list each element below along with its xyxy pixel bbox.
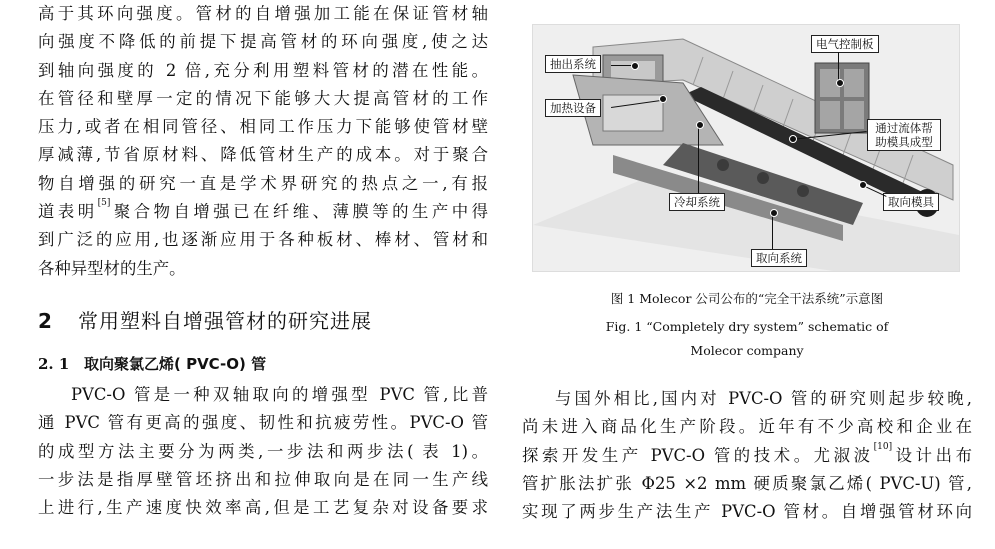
marker-dot	[631, 62, 639, 70]
marker-dot	[789, 135, 797, 143]
marker-dot	[859, 181, 867, 189]
subsection-heading	[38, 353, 266, 374]
text-line: 高于其环向强度。管材的自增强加工能在保证管材轴	[38, 4, 488, 23]
label-heating-equipment: 加热设备	[545, 99, 601, 117]
text-segment: 探索开发生产 PVC-O 管的技术。尤淑波	[522, 445, 874, 465]
text-line: 压力,或者在相同管径、相同工作压力下能够使管材壁	[38, 117, 488, 137]
text-line: 物自增强的研究一直是学术界研究的热点之一,有报	[38, 173, 488, 193]
body-paragraph	[38, 381, 488, 522]
section-title: 常用塑料自增强管材的研究进展	[78, 309, 372, 333]
text-segment: 道表明	[38, 202, 98, 222]
marker-dot	[770, 209, 778, 217]
section-number: 2	[38, 309, 53, 333]
subsection-number: 2. 1	[38, 355, 70, 373]
text-line: 各种异型材的生产。	[38, 258, 186, 278]
text-line: 一步法是指厚壁管坯挤出和拉伸取向是在同一生产线	[38, 469, 488, 489]
text-line: 向强度不降低的前提下提高管材的环向强度,使之达	[38, 32, 488, 52]
right-paragraph	[522, 385, 972, 526]
subsection-title: 取向聚氯乙烯( PVC-O) 管	[84, 355, 267, 373]
figure-caption-en: Fig. 1 “Completely dry system” schematic of	[605, 319, 889, 334]
text-line: 上进行,生产速度快效率高,但是工艺复杂对设备要求	[38, 498, 488, 518]
text-line: 实现了两步生产法生产 PVC-O 管材。自增强管材环向	[522, 502, 972, 522]
text-line: 在管径和壁厚一定的情况下能够大大提高管材的工作	[38, 88, 488, 108]
marker-dot	[659, 95, 667, 103]
text-line-with-citation	[38, 198, 488, 226]
text-line: 管扩胀法扩张 Φ25 ×2 mm 硬质聚氯乙烯( PVC-U) 管,	[522, 473, 972, 493]
leader-line	[838, 52, 839, 80]
text-line: PVC-O 管是一种双轴取向的增强型 PVC 管,比普	[71, 385, 488, 404]
label-orientation-die: 取向模具	[883, 193, 939, 211]
text-line: 的成型方法主要分为两类,一步法和两步法( 表 1)。	[38, 441, 488, 461]
marker-dot	[836, 79, 844, 87]
text-line-with-citation	[522, 442, 972, 470]
label-orientation-system: 取向系统	[751, 249, 807, 267]
label-extraction-system: 抽出系统	[545, 55, 601, 73]
figure-caption-en: Molecor company	[690, 343, 804, 358]
section-heading	[38, 305, 372, 334]
text-line: 厚减薄,节省原材料、降低管材生产的成本。对于聚合	[38, 145, 488, 165]
text-line: 与国外相比,国内对 PVC-O 管的研究则起步较晚,	[555, 389, 972, 408]
leader-line	[611, 65, 633, 66]
figure-image	[532, 24, 960, 272]
leader-line	[772, 213, 773, 249]
label-fluid-assisted-mandrel: 通过流体帮助模具成型	[867, 119, 941, 151]
label-cooling-system: 冷却系统	[669, 193, 725, 211]
text-line: 到广泛的应用,也逐渐应用于各种板材、棒材、管材和	[38, 230, 488, 250]
text-line: 到轴向强度的 2 倍,充分利用塑料管材的潜在性能。	[38, 60, 488, 80]
citation-ref: [10]	[873, 441, 893, 452]
citation-ref: [5]	[97, 198, 111, 209]
figure-caption-zh: 图 1 Molecor 公司公布的“完全干法系统”示意图	[610, 291, 884, 306]
leader-line	[698, 125, 699, 193]
marker-dot	[696, 121, 704, 129]
text-segment: 设计出布	[892, 445, 972, 465]
intro-paragraph	[38, 0, 488, 283]
text-segment: 聚合物自增强已在纤维、薄膜等的生产中得	[110, 202, 488, 222]
text-line: 通 PVC 管有更高的强度、韧性和抗疲劳性。PVC-O 管	[38, 413, 488, 433]
label-electrical-panel: 电气控制板	[811, 35, 879, 53]
text-line: 尚未进入商品化生产阶段。近年有不少高校和企业在	[522, 417, 972, 437]
